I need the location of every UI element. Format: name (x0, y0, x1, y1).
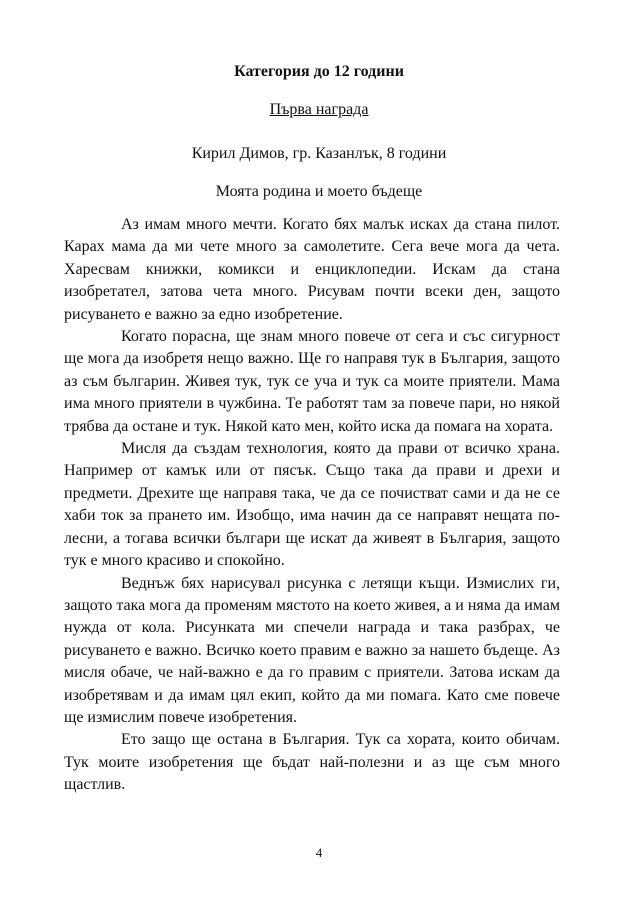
essay-title: Моята родина и моето бъдеще (215, 183, 423, 200)
essay-body (64, 214, 560, 797)
paragraph: Веднъж бях нарисувал рисунка с летящи къщи. Измислих ги, защото така мога да променям мястото на което живея, а и няма да имам нужда от кола. Рисунката ми спечели награда и така разбрах, че рисуването е важно. Всичко което правим е важно за нашето бъдеще. Аз мисля обаче, че най-важно е да го правим с приятели. Затова искам да изобретявам и да имам цял екип, който да ми помага. Като сме повече ще измислим повече изобретения. (64, 574, 560, 726)
paragraph: Аз имам много мечти. Когато бях малък исках да стана пилот. Карах мама да ми чете много за самолетите. Сега вече мога да чета. Харесвам книжки, комикси и енциклопедии. Искам да стана изобретател, затова чета много. Рисувам почти всеки ден, защото рисуването е важно за едно изобретение. (64, 216, 560, 323)
award-heading: Първа награда (269, 101, 369, 118)
paragraph: Мисля да създам технология, която да прави от всичко храна. Например от камък или от пясък. Също така да прави и дрехи и предмети. Дрехите ще направя така, че да се почистват сами и да не се хаби ток за прането им. Изобщо, има начин да се направят нещата по-лесни, а тогава всички българи ще искат да живеят в България, защото тук е много красиво и спокойно. (64, 440, 560, 570)
author-line: Кирил Димов, гр. Казанлък, 8 години (191, 145, 447, 162)
category-heading: Категория до 12 години (234, 63, 404, 80)
paragraph: Ето защо ще остана в България. Тук са хората, които обичам. Тук моите изобретения ще бъдат най-полезни и аз ще съм много щастлив. (64, 731, 560, 794)
page-number: 4 (315, 845, 323, 860)
paragraph: Когато порасна, ще знам много повече от сега и със сигурност ще мога да изобретя нещо важно. Ще го направя тук в България, защото аз съм българин. Живея тук, тук се уча и тук са моите приятели. Мама има много приятели в чужбина. Те работят там за повече пари, но някой трябва да остане и тук. Някой като мен, който иска да помага на хората. (64, 328, 560, 435)
